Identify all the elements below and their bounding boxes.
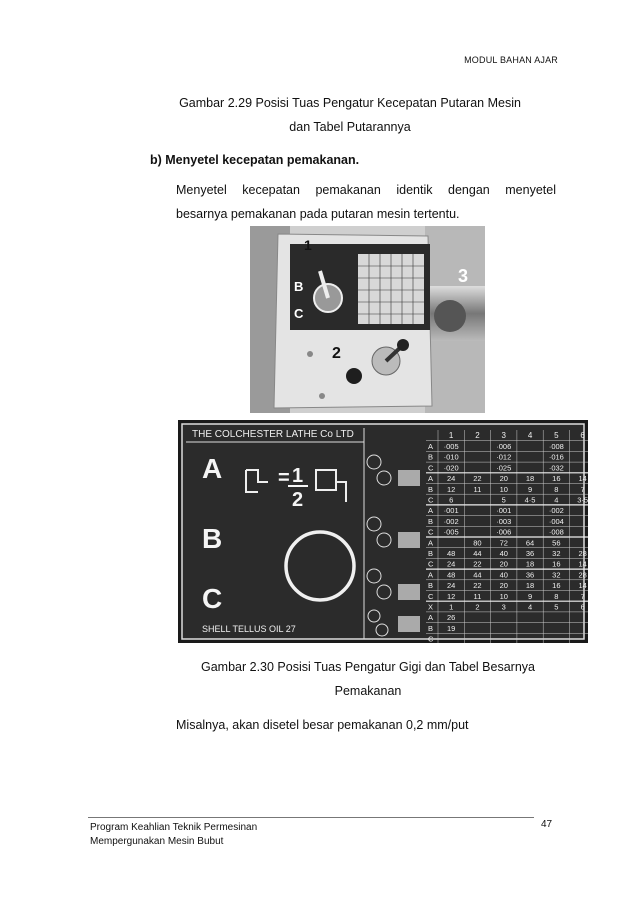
ratio-denominator: 2 [292,489,304,511]
table-cell: 20 [499,581,508,591]
plate-letter-a: A [202,453,223,484]
table-cell: 56 [552,538,561,548]
table-cell: 16 [552,559,561,569]
feed-table-plate [178,420,588,643]
table-cell: 22 [473,581,482,591]
column-header: 1 [448,431,454,440]
table-cell: 9 [527,591,533,601]
table-cell: 14 [578,559,587,569]
table-cell: ·005 [443,527,459,537]
table-cell: 32 [552,570,561,580]
table-cell: 7 [580,591,585,601]
table-cell: 40 [499,570,508,580]
footer-rule [88,817,534,818]
photo-label-1: 1 [304,237,312,253]
table-cell: ·032 [548,463,564,473]
table-cell: 6 [580,602,585,612]
row-label: B [428,452,434,462]
column-header: 6 [580,431,585,440]
row-label: A [428,506,434,516]
table-cell: 7 [580,484,585,494]
row-label: C [428,634,434,643]
table-cell: ·004 [548,516,564,526]
column-header: 3 [501,431,506,440]
table-cell: ·001 [443,506,459,516]
table-cell: 14 [578,581,587,591]
row-label: A [428,474,434,484]
table-cell: ·002 [443,516,459,526]
table-cell: ·008 [548,527,564,537]
lathe-panel-photo [250,226,485,413]
table-cell: 48 [446,570,456,580]
table-cell: ·025 [496,463,512,473]
table-cell: 4·5 [524,495,536,505]
table-cell: 18 [525,559,535,569]
page-number: 47 [541,819,553,830]
paragraph-line: Menyetel kecepatan pemakanan identik dengan menyetel [176,183,556,197]
row-label: B [428,516,434,526]
table-cell: 18 [525,474,535,484]
row-label: B [428,623,434,633]
table-cell: 8 [554,484,559,494]
table-cell: ·006 [496,442,512,451]
table-cell: 40 [499,549,508,558]
photo-label-b: B [294,279,304,294]
table-cell: 18 [525,581,535,591]
table-cell: 24 [446,559,456,569]
row-label: A [428,538,434,548]
table-cell: 10 [499,484,508,494]
table-cell: 64 [525,538,535,548]
paragraph-line: besarnya pemakanan pada putaran mesin tertentu. [176,207,460,221]
table-cell: 16 [552,581,561,591]
row-label: C [428,495,434,505]
plate-footer: SHELL TELLUS OIL 27 [202,624,296,634]
table-cell: 6 [449,495,454,505]
table-cell: ·001 [496,506,512,516]
table-cell: ·010 [443,452,459,462]
table-cell: ·005 [443,442,459,451]
table-cell: 44 [473,549,482,558]
row-label: C [428,527,434,537]
row-label: B [428,581,434,591]
table-cell: 20 [499,474,508,484]
caption-line: dan Tabel Putarannya [289,120,411,134]
table-cell: 10 [499,591,508,601]
column-header: 2 [475,431,480,440]
row-label: C [428,559,434,569]
row-label: A [428,442,434,451]
column-header: 4 [527,431,533,440]
row-label: A [428,570,434,580]
table-cell: 3·5 [577,495,588,505]
table-cell: 48 [446,549,456,558]
plate-letter-b: B [202,523,223,554]
table-cell: ·002 [548,506,564,516]
table-cell: 12 [446,591,456,601]
caption-line: Gambar 2.30 Posisi Tuas Pengatur Gigi dan Tabel Besarnya [201,660,535,674]
table-cell: 26 [446,613,456,623]
table-cell: 22 [473,559,482,569]
row-label: X [428,602,434,612]
table-cell: 72 [499,538,508,548]
table-cell: 36 [525,549,535,558]
table-cell: 1 [449,602,454,612]
table-cell: 24 [446,474,456,484]
table-cell: 32 [552,549,561,558]
ratio-numerator: 1 [292,465,304,487]
row-label: A [428,613,434,623]
table-cell: 12 [446,484,456,494]
column-header: 5 [554,431,559,440]
table-cell: 3 [501,602,506,612]
paragraph: Misalnya, akan disetel besar pemakanan 0,2 mm/put [176,718,469,732]
table-cell: 11 [473,484,482,494]
table-cell: 5 [554,602,559,612]
table-cell: 4 [554,495,559,505]
plate-title: THE COLCHESTER LATHE Co LTD [192,429,354,440]
table-cell: ·012 [496,452,512,462]
photo-label-2: 2 [332,345,341,362]
footer-program: Program Keahlian Teknik Permesinan [90,822,258,833]
table-cell: ·016 [548,452,564,462]
table-cell: 22 [473,474,482,484]
row-label: C [428,463,434,473]
table-cell: ·008 [548,442,564,451]
table-cell: 5 [501,495,506,505]
table-cell: 28 [578,549,587,558]
table-cell: 8 [554,591,559,601]
row-label: B [428,484,434,494]
table-cell: 44 [473,570,482,580]
table-cell: ·003 [496,516,512,526]
row-label: C [428,591,434,601]
table-cell: 20 [499,559,508,569]
table-cell: 11 [473,591,482,601]
table-cell: ·006 [496,527,512,537]
table-cell: 80 [473,538,482,548]
figure-caption-2-29 [150,91,550,139]
running-header: MODUL BAHAN AJAR [464,55,558,65]
table-cell: 9 [527,484,533,494]
footer-subject: Mempergunakan Mesin Bubut [90,836,224,847]
caption-line: Gambar 2.29 Posisi Tuas Pengatur Kecepatan Putaran Mesin [179,96,521,110]
plate-letter-c: C [202,583,223,614]
table-cell: 2 [475,602,480,612]
section-heading: b) Menyetel kecepatan pemakanan. [150,153,360,167]
row-label: B [428,549,434,558]
table-cell: 24 [446,581,456,591]
table-cell: 28 [578,570,587,580]
table-cell: 4 [527,602,533,612]
table-cell: 14 [578,474,587,484]
table-cell: ·020 [443,463,459,473]
figure-caption-2-30 [158,655,578,703]
table-cell: 16 [552,474,561,484]
table-cell: 19 [446,623,456,633]
svg-text:=: = [278,467,290,489]
caption-line: Pemakanan [334,684,402,698]
photo-label-c: C [294,306,304,321]
table-cell: 36 [525,570,535,580]
photo-label-3: 3 [458,266,469,286]
